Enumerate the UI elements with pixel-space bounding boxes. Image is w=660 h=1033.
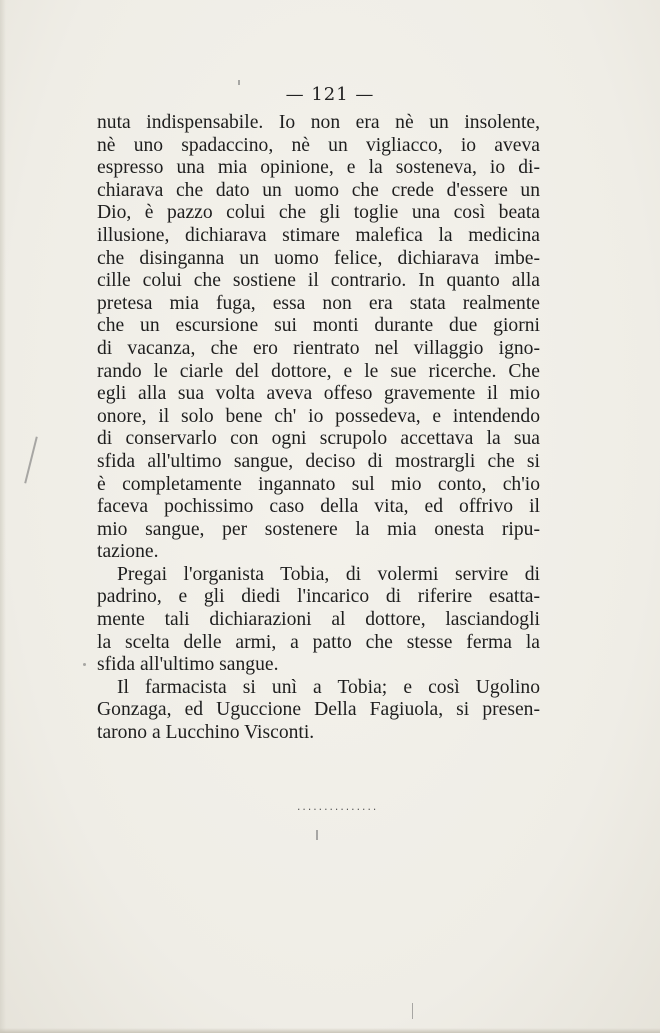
margin-mark: [83, 663, 86, 666]
text-line: nè uno spadaccino, nè un vigliacco, io aveva: [97, 134, 540, 156]
text-line: Gonzaga, ed Uguccione Della Fagiuola, si presen-: [97, 699, 540, 721]
page-edge-left: [0, 0, 6, 1033]
text-line: tarono a Lucchino Visconti.: [97, 722, 315, 744]
text-line: Pregai l'organista Tobia, di volermi servire di: [117, 563, 540, 585]
body-text: [97, 112, 540, 745]
margin-mark: [24, 436, 38, 483]
margin-mark: [238, 80, 240, 85]
paragraph-2: [97, 564, 540, 677]
text-line: chiarava che dato un uomo che crede d'essere un: [97, 179, 540, 201]
text-line: di vacanza, che ero rientrato nel villaggio igno-: [97, 337, 540, 359]
text-line: pretesa mia fuga, essa non era stata realmente: [97, 292, 540, 314]
paragraph-1: [97, 112, 540, 564]
text-line: Dio, è pazzo colui che gli toglie una così beata: [97, 202, 540, 224]
text-line: mente tali dichiarazioni al dottore, lasciandogli: [97, 609, 540, 631]
text-line: faceva pochissimo caso della vita, ed offrivo il: [97, 496, 540, 518]
section-separator: ...............: [296, 803, 378, 813]
text-line: che un escursione sui monti durante due giorni: [97, 315, 540, 337]
text-line: sfida all'ultimo sangue.: [97, 654, 279, 676]
text-line: di conservarlo con ogni scrupolo accettava la sua: [97, 428, 540, 450]
page-number: — 121 —: [285, 84, 375, 105]
text-line: nuta indispensabile. Io non era nè un insolente,: [97, 112, 540, 133]
text-line: che disinganna un uomo felice, dichiarava imbe-: [97, 247, 540, 269]
text-line: illusione, dichiarava stimare malefica la medicina: [97, 224, 540, 246]
text-line: sfida all'ultimo sangue, deciso di mostrargli che si: [97, 450, 540, 472]
text-line: mio sangue, per sostenere la mia onesta ripu-: [97, 518, 540, 540]
text-line: rando le ciarle del dottore, e le sue ricerche. Che: [97, 360, 540, 382]
margin-mark: [316, 830, 318, 840]
text-line: onore, il solo bene ch' io possedeva, e intendendo: [97, 405, 540, 427]
paragraph-3: [97, 677, 540, 745]
text-line: egli alla sua volta aveva offeso gravemente il mio: [97, 383, 540, 405]
text-line: espresso una mia opinione, e la sosteneva, io di-: [97, 157, 540, 179]
text-line: cille colui che sostiene il contrario. In quanto alla: [97, 270, 540, 292]
text-line: Il farmacista si unì a Tobia; e così Ugolino: [117, 676, 540, 698]
page-edge-bottom: [0, 1028, 660, 1033]
text-line: la scelta delle armi, a patto che stesse ferma la: [97, 631, 540, 653]
text-line: padrino, e gli diedi l'incarico di riferire esatta-: [97, 586, 540, 608]
text-line: è completamente ingannato sul mio conto, ch'io: [97, 473, 540, 495]
text-line: tazione.: [97, 541, 159, 563]
margin-mark: [412, 1003, 413, 1019]
